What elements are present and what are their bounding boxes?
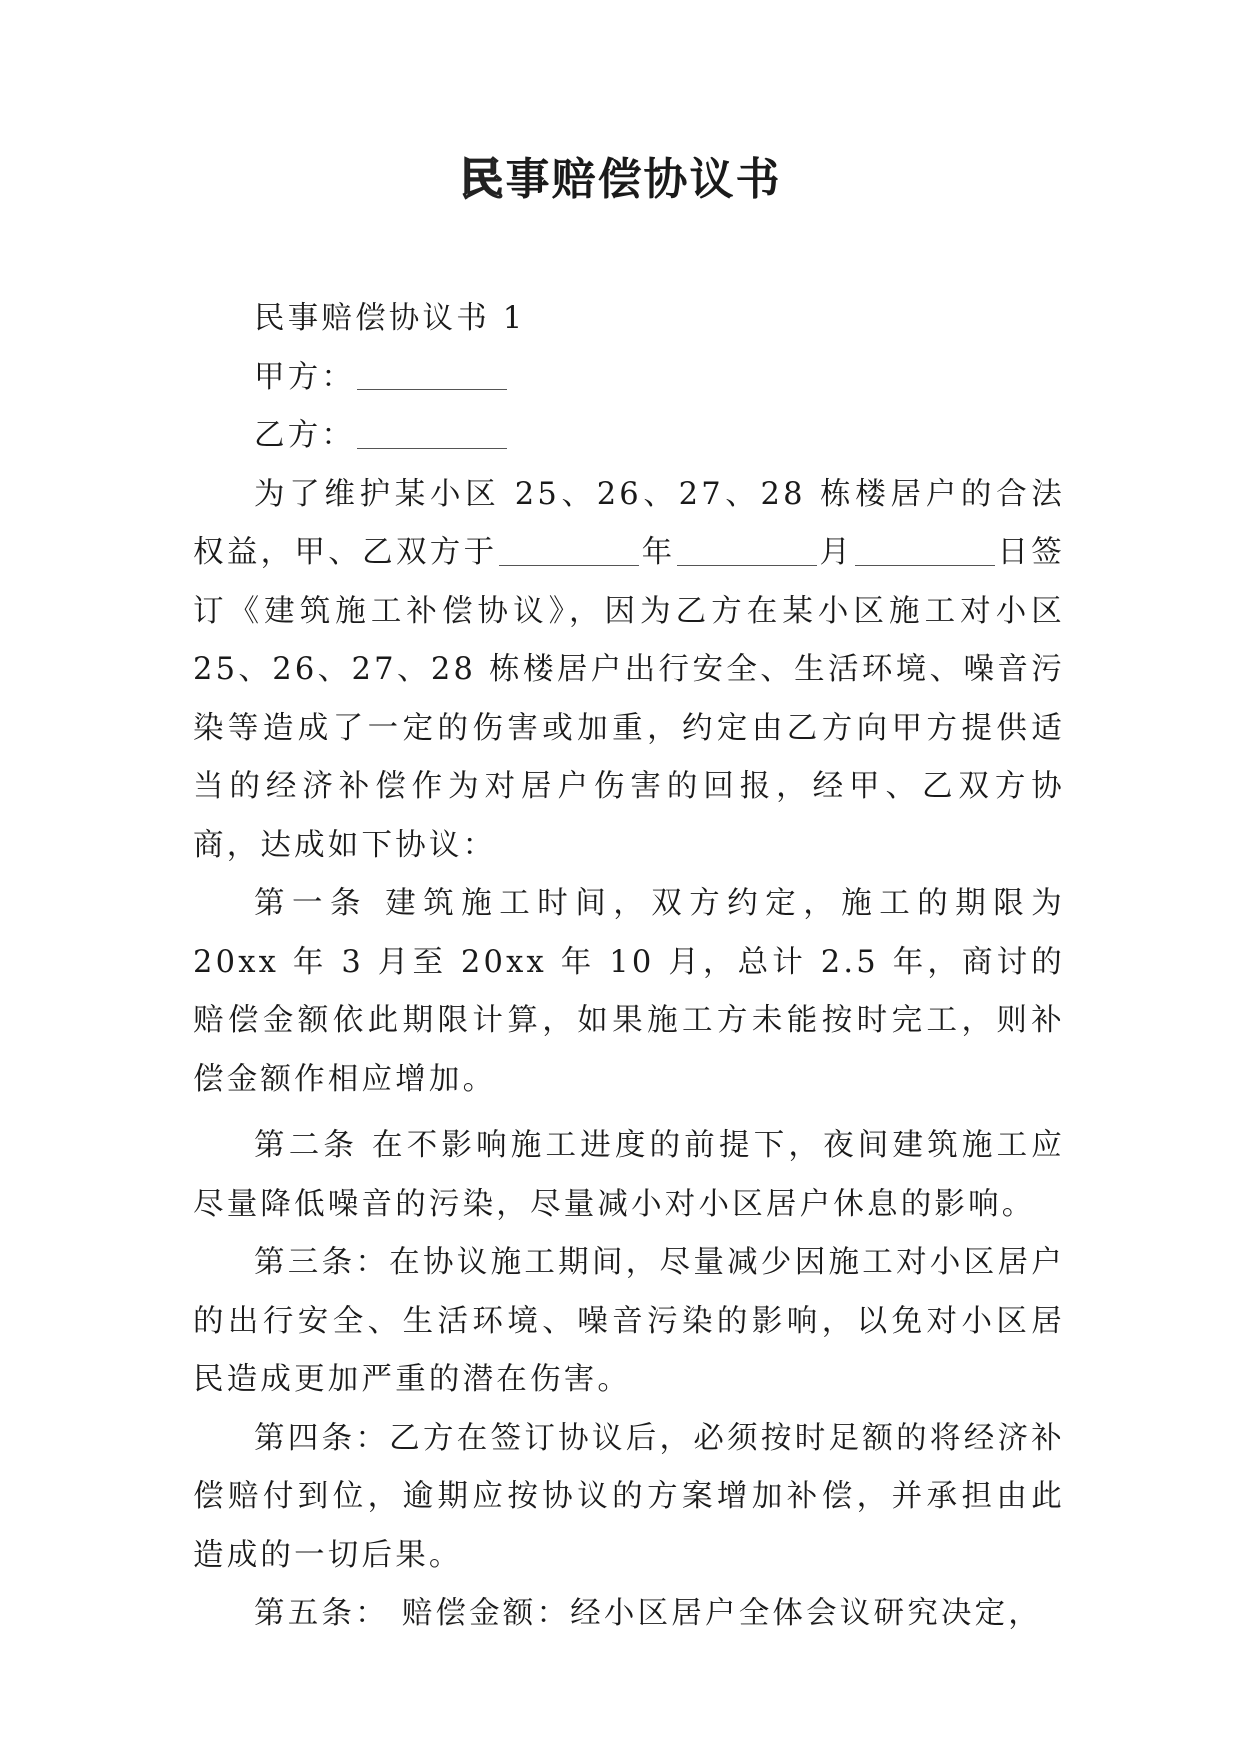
article-2: 第二条 在不影响施工进度的前提下，夜间建筑施工应尽量降低噪音的污染，尽量减小对小区居户休息的影响。: [193, 1128, 1065, 1222]
document-title: [0, 150, 1241, 210]
article-3: 第三条：在协议施工期间，尽量减少因施工对小区居户的出行安全、生活环境、噪音污染的影响，以免对小区居民造成更加严重的潜在伤害。: [193, 1245, 1065, 1397]
intro-paragraph: [193, 466, 1065, 876]
title-rest: 事赔偿协议书: [505, 154, 782, 205]
title-first-char: 民: [459, 154, 506, 205]
month-label: 月: [819, 535, 854, 570]
party-a-line: [193, 349, 1065, 408]
intro-part1: 为了维护某小区 25、26、27、28 栋楼居户的合法权益，甲、乙双方于: [193, 476, 1065, 570]
document-body: [193, 290, 1065, 1644]
intro-rest: 日签订《建筑施工补偿协议》，因为乙方在某小区施工对小区 25、26、27、28 栋楼居户出行安全、生活环境、噪音污染等造成了一定的伤害或加重，约定由乙方向甲方提供适当的经济补偿作为对居户伤害的回报，经甲、乙双方协商，达成如下协议：: [193, 535, 1065, 863]
party-a-label: 甲方：: [254, 359, 356, 395]
section-heading: 民事赔偿协议书 1: [254, 301, 526, 336]
party-b-label: 乙方：: [254, 418, 356, 453]
article-1: 第一条 建筑施工时间，双方约定，施工的期限为 20xx 年 3 月至 20xx 年 10 月，总计 2.5 年，商讨的赔偿金额依此期限计算，如果施工方未能按时完工，则补偿金额作相应增加。: [193, 886, 1065, 1097]
party-b-blank: [357, 417, 507, 449]
year-label: 年: [641, 535, 676, 570]
year-blank: [499, 534, 639, 566]
party-b-line: [193, 407, 1065, 466]
article-4: 第四条：乙方在签订协议后，必须按时足额的将经济补偿赔付到位，逾期应按协议的方案增加补偿，并承担由此造成的一切后果。: [193, 1420, 1065, 1573]
day-blank: [855, 534, 995, 566]
party-a-blank: [357, 359, 507, 391]
month-blank: [677, 534, 817, 566]
article-5: 第五条： 赔偿金额：经小区居户全体会议研究决定，: [254, 1596, 1042, 1631]
